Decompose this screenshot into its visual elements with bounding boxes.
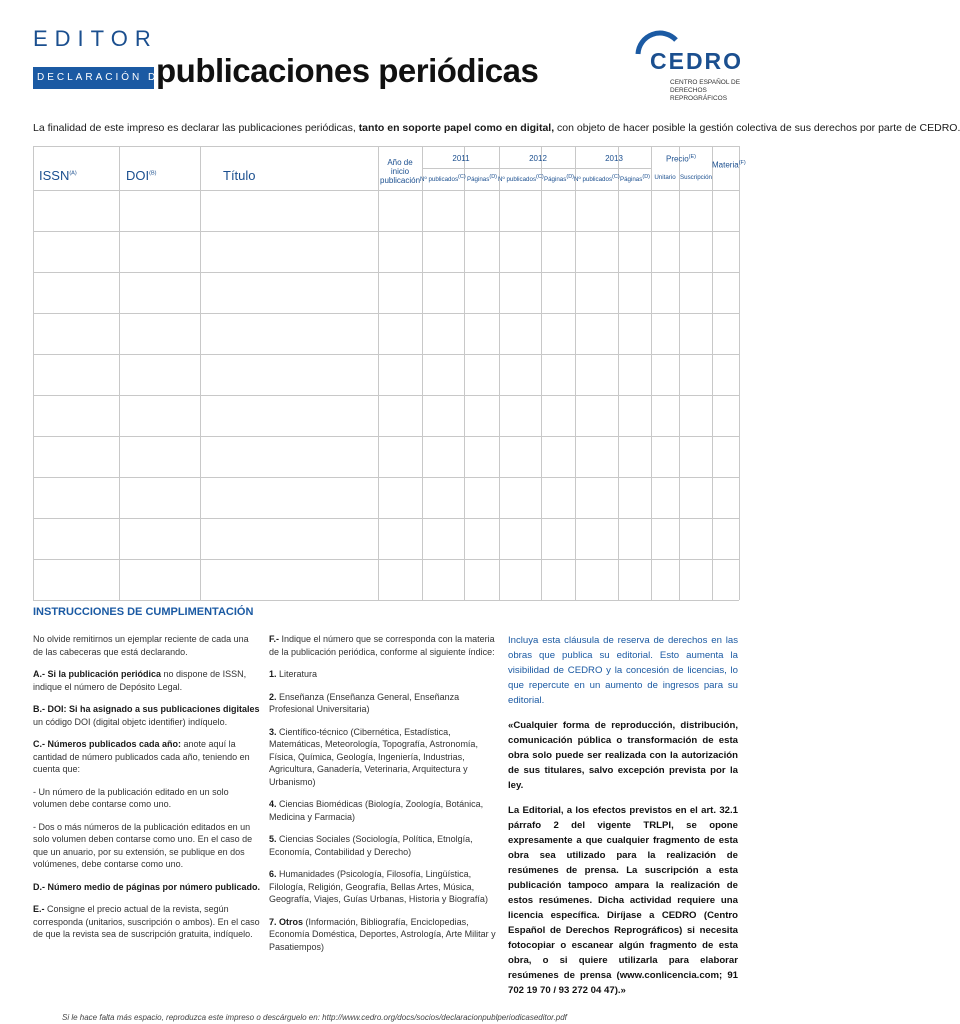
table-cell[interactable] [651, 477, 679, 518]
table-cell[interactable] [200, 477, 378, 518]
table-cell[interactable] [651, 272, 679, 313]
table-cell[interactable] [651, 313, 679, 354]
table-cell[interactable] [464, 395, 499, 436]
table-cell[interactable] [575, 354, 618, 395]
intro-text [33, 122, 960, 134]
table-cell[interactable] [119, 231, 200, 272]
header-materia-sup: (F) [738, 160, 746, 166]
table-cell[interactable] [541, 354, 575, 395]
table-cell[interactable] [541, 395, 575, 436]
table-cell[interactable] [499, 313, 541, 354]
table-cell[interactable] [378, 518, 422, 559]
instruction-paragraph [33, 821, 261, 871]
table-cell[interactable] [618, 559, 651, 600]
instruction-paragraph [33, 881, 261, 894]
materia-index-text: Humanidades (Psicología, Filosofía, Lingüística, Filología, Religión, Geografía, Bellas Artes, Música, Geografía, Viajes, Guías Urbanas, Historia y Biografía) [269, 869, 488, 904]
header-titulo: Título [223, 168, 256, 183]
materia-index-text: Literatura [276, 669, 318, 679]
table-cell[interactable] [679, 477, 712, 518]
table-cell[interactable] [464, 518, 499, 559]
instruction-text: un código DOI (digital objetc identifier) indíquelo. [33, 716, 228, 727]
intro-text-part: con objeto de hacer posible la gestión colectiva de sus derechos por parte de CEDRO. [554, 122, 960, 134]
table-cell[interactable] [33, 313, 119, 354]
table-cell[interactable] [422, 272, 464, 313]
materia-index-text: Ciencias Biomédicas (Biología, Zoología, Botánica, Medicina y Farmacia) [269, 799, 484, 822]
table-cell[interactable] [499, 354, 541, 395]
instruction-bold: A.- Si la publicación periódica [33, 669, 162, 679]
header-precio [651, 154, 711, 164]
header-precio-sup: (E) [688, 154, 697, 160]
table-cell[interactable] [422, 313, 464, 354]
copyright-clause [508, 633, 738, 1008]
materia-index-paragraph [269, 833, 497, 858]
table-cell[interactable] [422, 231, 464, 272]
table-cell[interactable] [422, 190, 464, 231]
materia-index-paragraph [269, 691, 497, 716]
instruction-paragraph [33, 786, 261, 811]
table-cell[interactable] [679, 190, 712, 231]
table-cell[interactable] [33, 231, 119, 272]
instructions-column-2 [269, 633, 497, 963]
materia-index-bold: 1. [269, 669, 277, 679]
table-cell[interactable] [119, 559, 200, 600]
table-cell[interactable] [200, 231, 378, 272]
table-cell[interactable] [679, 559, 712, 600]
table-cell[interactable] [464, 231, 499, 272]
header-unitario: Unitario [654, 174, 676, 181]
table-cell[interactable] [575, 559, 618, 600]
table-cell[interactable] [200, 354, 378, 395]
materia-index-bold: 6. [269, 869, 277, 879]
table-cell[interactable] [651, 559, 679, 600]
page-title: publicaciones periódicas [156, 52, 539, 89]
header-anio-inicio: Año de inicio publicación [380, 158, 421, 185]
table-cell[interactable] [33, 190, 119, 231]
table-cell[interactable] [541, 477, 575, 518]
table-cell[interactable] [378, 354, 422, 395]
table-cell[interactable] [33, 354, 119, 395]
table-cell[interactable] [618, 395, 651, 436]
table-cell[interactable] [422, 395, 464, 436]
materia-index-text: Indique el número que se corresponda con la materia de la publicación periódica, conforme al siguiente índice: [269, 634, 495, 657]
table-cell[interactable] [499, 436, 541, 477]
header-num-2011 [420, 174, 464, 183]
table-cell[interactable] [712, 313, 739, 354]
footer-note: Si le hace falta más espacio, reproduzca este impreso o descárguelo en: http://www.cedro.org/docs/socios/declaracionpublperiodicaseditor.pdf [62, 1013, 567, 1022]
table-cell[interactable] [575, 231, 618, 272]
clause-paragraph: Incluya esta cláusula de reserva de derechos en las obras que publica su editorial. Esto aumenta la visibilidad de CEDRO y la concesión de licencias, lo que repercute en un aumento de ingresos para su editorial. [508, 635, 738, 706]
instruction-paragraph [33, 668, 261, 693]
instruction-text: Consigne el precio actual de la revista, según corresponda (unitarios, suscripción o ambos). En el caso de que la revista sea de suscripción gratuita, indíquelo. [33, 904, 260, 939]
materia-index-bold: 3. [269, 726, 277, 737]
instruction-paragraph [33, 703, 261, 728]
table-cell[interactable] [575, 518, 618, 559]
table-cell[interactable] [541, 518, 575, 559]
table-cell[interactable] [422, 477, 464, 518]
table-cell[interactable] [378, 190, 422, 231]
table-cell[interactable] [422, 436, 464, 477]
header-issn-text: ISSN [39, 168, 70, 183]
header-suscripcion: Suscripción [680, 174, 712, 181]
table-cell[interactable] [33, 518, 119, 559]
table-cell[interactable] [464, 190, 499, 231]
table-cell[interactable] [33, 436, 119, 477]
header-doi-text: DOI [126, 168, 150, 183]
table-cell[interactable] [679, 313, 712, 354]
table-cell[interactable] [33, 559, 119, 600]
clause-paragraph: La Editorial, a los efectos previstos en el art. 32.1 párrafo 2 del vigente TRLPI, se opone expresamente a que cualquier fragmento de esta obra sea utilizado para la realización de resúmenes de prensa. La suscripción a esta publicación tampoco ampara la realización de estos resúmenes. Dicha actividad requiere una licencia específica. Diríjase a CEDRO (Centro Español de Derechos Reprográficos) si necesita fotocopiar o escanear algún fragmento de esta obra, o si quiere utilizarla para elaborar resúmenes de prensa (www.conlicencia.com; 91 702 19 70 / 93 272 04 47).» [508, 805, 738, 996]
table-cell[interactable] [33, 272, 119, 313]
instruction-text: no dispone de ISSN, indique el número de Depósito Legal. [33, 669, 247, 692]
table-cell[interactable] [200, 395, 378, 436]
table-cell[interactable] [618, 477, 651, 518]
table-cell[interactable] [679, 395, 712, 436]
header-pag-2013 [617, 174, 653, 183]
table-cell[interactable] [541, 190, 575, 231]
table-cell[interactable] [679, 436, 712, 477]
table-cell[interactable] [651, 518, 679, 559]
header-pag-sup: (D) [566, 174, 574, 180]
editor-label: EDITOR [33, 26, 158, 51]
table-cell[interactable] [119, 436, 200, 477]
table-cell[interactable] [378, 231, 422, 272]
table-cell[interactable] [618, 518, 651, 559]
table-cell[interactable] [712, 518, 739, 559]
table-cell[interactable] [119, 190, 200, 231]
header-num-2012 [498, 174, 542, 183]
table-cell[interactable] [422, 518, 464, 559]
instructions-title: INSTRUCCIONES DE CUMPLIMENTACIÓN [33, 606, 254, 618]
table-cell[interactable] [464, 477, 499, 518]
header-doi-sup: (B) [149, 170, 157, 177]
table-cell[interactable] [499, 477, 541, 518]
table-cell[interactable] [499, 272, 541, 313]
instruction-bold: C.- Números publicados cada año: [33, 739, 182, 749]
table-cell[interactable] [464, 354, 499, 395]
table-cell[interactable] [464, 272, 499, 313]
instructions-column-1 [33, 633, 261, 951]
declaration-table [33, 146, 746, 600]
table-cell[interactable] [464, 313, 499, 354]
materia-index-paragraph [269, 916, 497, 954]
table-cell[interactable] [499, 190, 541, 231]
table-cell[interactable] [575, 477, 618, 518]
table-cell[interactable] [464, 436, 499, 477]
cedro-logo: CEDRO [650, 48, 744, 74]
table-cell[interactable] [712, 190, 739, 231]
table-cell[interactable] [618, 436, 651, 477]
header-num-2013 [574, 174, 618, 183]
materia-index-paragraph [269, 868, 497, 906]
table-cell[interactable] [712, 231, 739, 272]
table-cell[interactable] [651, 190, 679, 231]
table-cell[interactable] [422, 354, 464, 395]
table-cell[interactable] [499, 395, 541, 436]
table-cell[interactable] [679, 354, 712, 395]
header-doi [126, 168, 156, 183]
materia-index-bold: F.- [269, 634, 279, 644]
table-cell[interactable] [651, 436, 679, 477]
header-issn-sup: (A) [69, 170, 77, 177]
header-materia [712, 160, 746, 170]
header-pag-text: Páginas [543, 176, 567, 184]
table-cell[interactable] [499, 559, 541, 600]
table-cell[interactable] [200, 518, 378, 559]
header-year-2013: 2013 [605, 154, 623, 163]
instruction-bold: E.- [33, 904, 45, 914]
table-cell[interactable] [618, 354, 651, 395]
table-cell[interactable] [618, 231, 651, 272]
materia-index-paragraph [269, 726, 497, 789]
table-cell[interactable] [541, 559, 575, 600]
table-cell[interactable] [541, 436, 575, 477]
table-cell[interactable] [499, 518, 541, 559]
instruction-paragraph [33, 633, 261, 658]
header-pag-2011 [463, 174, 501, 183]
table-cell[interactable] [119, 518, 200, 559]
table-cell[interactable] [712, 559, 739, 600]
header-num-sup: (C) [536, 174, 544, 180]
instruction-paragraph [33, 738, 261, 776]
materia-index-text: Enseñanza (Enseñanza General, Enseñanza Profesional Universitaria) [269, 691, 460, 714]
header-num-text: Nº publicados [420, 176, 459, 184]
cedro-logo-subtitle: CENTRO ESPAÑOL DE DERECHOS REPROGRÁFICOS [670, 79, 741, 102]
table-cell[interactable] [651, 354, 679, 395]
table-cell[interactable] [575, 190, 618, 231]
table-cell[interactable] [200, 272, 378, 313]
materia-index-bold: 7. Otros [269, 916, 304, 927]
table-cell[interactable] [119, 395, 200, 436]
table-cell[interactable] [200, 436, 378, 477]
materia-index-bold: 5. [269, 834, 277, 844]
table-cell[interactable] [575, 272, 618, 313]
table-cell[interactable] [575, 395, 618, 436]
table-cell[interactable] [119, 313, 200, 354]
instruction-text: No olvide remitirnos un ejemplar reciente de cada una de las cabeceras que está declarando. [33, 634, 249, 657]
table-cell[interactable] [575, 313, 618, 354]
header-issn [39, 168, 77, 183]
materia-index-paragraph [269, 633, 497, 658]
table-cell[interactable] [499, 231, 541, 272]
table-cell[interactable] [378, 313, 422, 354]
table-cell[interactable] [712, 272, 739, 313]
header-year-2011: 2011 [452, 154, 470, 163]
table-cell[interactable] [541, 313, 575, 354]
table-cell[interactable] [679, 231, 712, 272]
materia-index-text: Ciencias Sociales (Sociología, Política, Etnolgía, Economía, Contabilidad y Derecho) [269, 834, 473, 857]
table-cell[interactable] [712, 477, 739, 518]
table-cell[interactable] [33, 477, 119, 518]
declaracion-label: DECLARACIÓN DE [33, 67, 154, 89]
table-cell[interactable] [618, 190, 651, 231]
header-pag-text: Páginas [466, 176, 490, 184]
table-cell[interactable] [200, 190, 378, 231]
table-cell[interactable] [712, 395, 739, 436]
table-cell[interactable] [618, 272, 651, 313]
table-cell[interactable] [378, 395, 422, 436]
table-cell[interactable] [378, 559, 422, 600]
table-cell[interactable] [651, 395, 679, 436]
table-cell[interactable] [33, 395, 119, 436]
materia-index-bold: 2. [269, 691, 277, 702]
table-cell[interactable] [575, 436, 618, 477]
header-year-2012: 2012 [529, 154, 547, 163]
header-pag-sup: (D) [642, 174, 650, 180]
materia-index-paragraph [269, 668, 497, 681]
table-cell[interactable] [651, 231, 679, 272]
intro-text-bold: tanto en soporte papel como en digital, [358, 122, 555, 134]
table-cell[interactable] [378, 477, 422, 518]
table-cell[interactable] [378, 272, 422, 313]
table-cell[interactable] [119, 272, 200, 313]
materia-index-paragraph [269, 798, 497, 823]
header-num-text: Nº publicados [574, 176, 613, 184]
instruction-text: anote aquí la cantidad de número publicados cada año, teniendo en cuenta que: [33, 739, 250, 774]
table-cell[interactable] [712, 436, 739, 477]
intro-text-part: La finalidad de este impreso es declarar las publicaciones periódicas, [33, 122, 359, 134]
header-pag-text: Páginas [619, 176, 643, 184]
table-cell[interactable] [378, 436, 422, 477]
table-cell[interactable] [679, 518, 712, 559]
header-precio-text: Precio [665, 154, 689, 164]
table-cell[interactable] [119, 477, 200, 518]
table-cell[interactable] [200, 313, 378, 354]
header-materia-text: Materia [712, 160, 739, 170]
table-cell[interactable] [464, 559, 499, 600]
table-cell[interactable] [712, 354, 739, 395]
table-cell[interactable] [618, 313, 651, 354]
table-cell[interactable] [422, 559, 464, 600]
instruction-bold: B.- DOI: Si ha asignado a sus publicaciones digitales [33, 704, 260, 714]
materia-index-bold: 4. [269, 799, 277, 809]
table-cell[interactable] [119, 354, 200, 395]
instruction-text: - Dos o más números de la publicación editados en un solo volumen deben contarse como uno. En el caso de que un anuario, por su extensión, se publique en dos volúmenes, debe contarse como uno. [33, 821, 253, 869]
table-cell[interactable] [679, 272, 712, 313]
table-cell[interactable] [541, 231, 575, 272]
materia-index-text: Científico-técnico (Cibernética, Estadística, Matemáticas, Meteorología, Topografía, Astronomía, Física, Química, Geología, Ingeniería, Industrias, Agricultura, Ganadería, Veterinaria, Arquitectura y Urbanismo) [269, 726, 478, 787]
header-num-sup: (C) [612, 174, 620, 180]
instruction-bold: D.- Número medio de páginas por número publicado. [33, 881, 261, 892]
instruction-text: - Un número de la publicación editado en un solo volumen debe contarse como uno. [33, 786, 229, 809]
instruction-paragraph [33, 903, 261, 941]
clause-paragraph: «Cualquier forma de reproducción, distribución, comunicación pública o transformación de esta obra solo puede ser realizada con la autorización de sus titulares, salvo excepción prevista por la ley. [508, 720, 738, 791]
materia-index-text: (Información, Bibliografía, Enciclopedias, Economía Doméstica, Deportes, Astrología, Arte Militar y Pasatiempos) [269, 916, 496, 952]
header-pag-sup: (D) [489, 174, 497, 180]
header-num-text: Nº publicados [498, 176, 537, 184]
table-cell[interactable] [200, 559, 378, 600]
header-num-sup: (C) [458, 174, 466, 180]
table-cell[interactable] [541, 272, 575, 313]
header-pag-2012 [540, 174, 578, 183]
